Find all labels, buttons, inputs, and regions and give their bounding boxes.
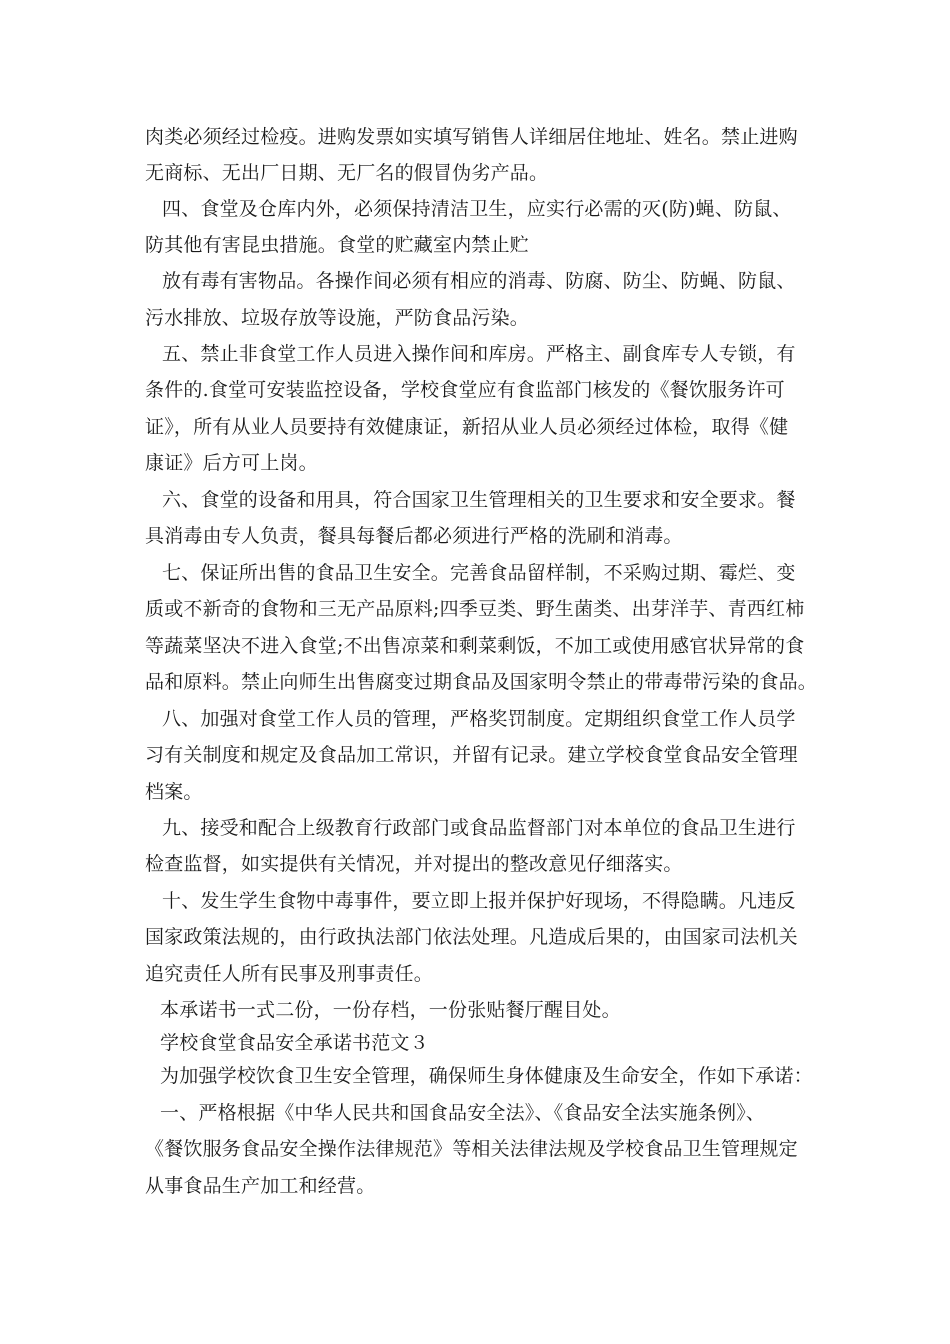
text-line: 本承诺书一式二份，一份存档，一份张贴餐厅醒目处。 — [160, 999, 621, 1021]
text-line: 五、禁止非食堂工作人员进入操作间和库房。严格主、副食库专人专锁，有 — [162, 343, 796, 365]
text-line: 国家政策法规的，由行政执法部门依法处理。凡造成后果的，由国家司法机关 — [145, 926, 798, 948]
text-line: 等蔬菜坚决不进入食堂;不出售凉菜和剩菜剩饭，不加工或使用感官状异常的食 — [145, 635, 805, 657]
text-line: 防其他有害昆虫措施。食堂的贮藏室内禁止贮 — [145, 234, 530, 256]
text-line: 从事食品生产加工和经营。 — [145, 1175, 376, 1197]
text-line: 六、食堂的设备和用具，符合国家卫生管理相关的卫生要求和安全要求。餐 — [162, 489, 796, 511]
text-line: 为加强学校饮食卫生安全管理，确保师生身体健康及生命安全，作如下承诺： — [160, 1065, 813, 1087]
text-line: 具消毒由专人负责，餐具每餐后都必须进行严格的洗刷和消毒。 — [145, 525, 683, 547]
text-line: 肉类必须经过检疫。进购发票如实填写销售人详细居住地址、姓名。禁止进购 — [145, 126, 798, 148]
text-line: 习有关制度和规定及食品加工常识，并留有记录。建立学校食堂食品安全管理 — [145, 744, 798, 766]
text-line: 档案。 — [145, 781, 203, 803]
text-line: 七、保证所出售的食品卫生安全。完善食品留样制，不采购过期、霉烂、变 — [162, 562, 796, 584]
section-heading: 学校食堂食品安全承诺书范文３ — [160, 1032, 429, 1054]
text-line: 质或不新奇的食物和三无产品原料;四季豆类、野生菌类、出芽洋芋、青西红柿 — [145, 598, 805, 620]
text-line: 八、加强对食堂工作人员的管理，严格奖罚制度。定期组织食堂工作人员学 — [162, 708, 796, 730]
text-line: 条件的.食堂可安装监控设备，学校食堂应有食监部门核发的《餐饮服务许可 — [145, 379, 785, 401]
text-line: 放有毒有害物品。各操作间必须有相应的消毒、防腐、防尘、防蝇、防鼠、 — [162, 270, 796, 292]
text-line: 十、发生学生食物中毒事件，要立即上报并保护好现场，不得隐瞒。凡违反 — [162, 890, 796, 912]
text-line: 污水排放、垃圾存放等设施，严防食品污染。 — [145, 307, 530, 329]
text-line: 品和原料。禁止向师生出售腐变过期食品及国家明令禁止的带毒带污染的食品。 — [145, 671, 818, 693]
text-line: 九、接受和配合上级教育行政部门或食品监督部门对本单位的食品卫生进行 — [162, 817, 796, 839]
text-line: 《餐饮服务食品安全操作法律规范》等相关法律法规及学校食品卫生管理规定 — [145, 1138, 798, 1160]
text-line: 一、严格根据《中华人民共和国食品安全法》、《食品安全法实施条例》、 — [160, 1102, 766, 1124]
text-line: 检查监督，如实提供有关情况，并对提出的整改意见仔细落实。 — [145, 853, 683, 875]
text-line: 证》，所有从业人员要持有效健康证，新招从业人员必须经过体检，取得《健 — [145, 416, 789, 438]
text-line: 康证》后方可上岗。 — [145, 452, 318, 474]
text-line: 四、食堂及仓库内外，必须保持清洁卫生，应实行必需的灭(防)蝇、防鼠、 — [162, 198, 792, 220]
text-line: 无商标、无出厂日期、无厂名的假冒伪劣产品。 — [145, 162, 549, 184]
text-line: 追究责任人所有民事及刑事责任。 — [145, 963, 434, 985]
